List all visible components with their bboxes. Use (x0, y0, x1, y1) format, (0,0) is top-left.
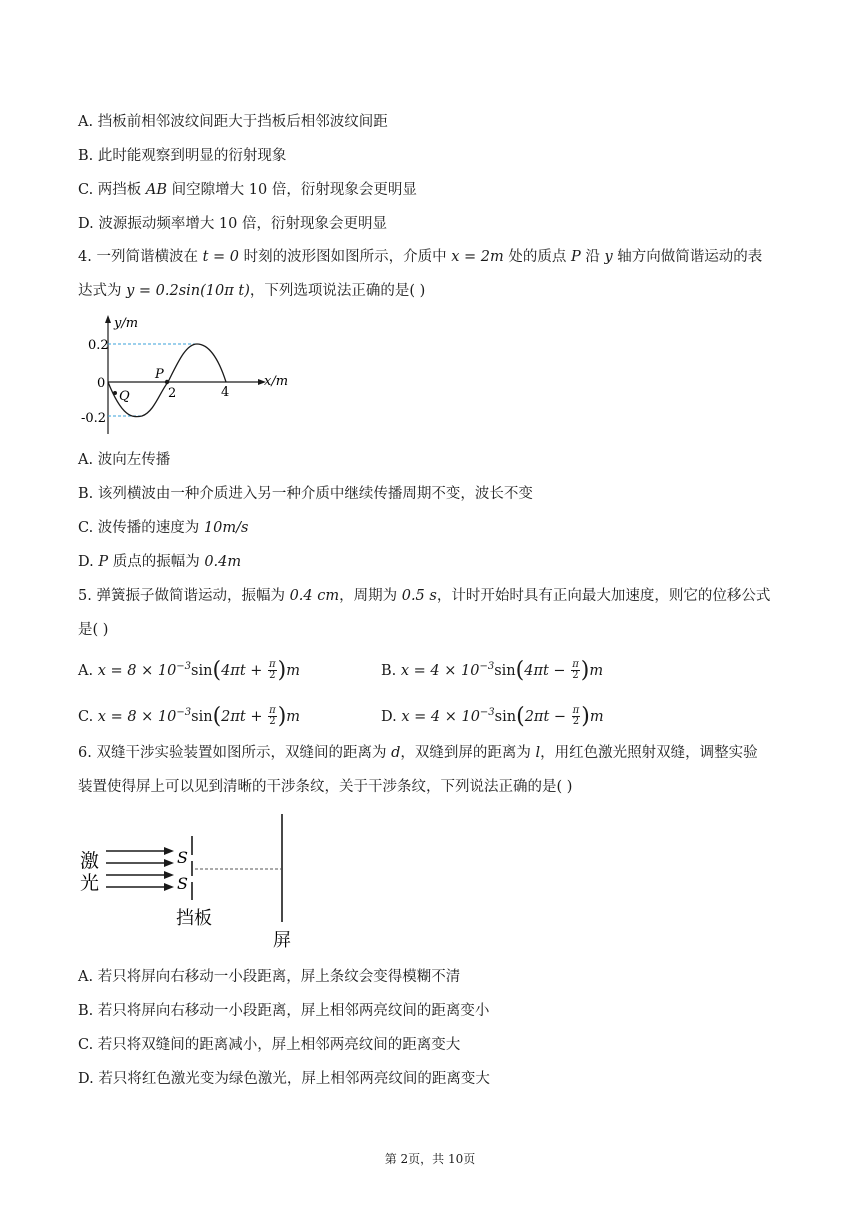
q6-option-d: D. 若只将红色激光变为绿色激光，屏上相邻两亮纹间的距离变大 (78, 1071, 490, 1087)
q3-option-a: A. 挡板前相邻波纹间距大于挡板后相邻波纹间距 (78, 114, 388, 130)
q6-stem-line2: 装置使得屏上可以见到清晰的干涉条纹，关于干涉条纹，下列说法正确的是( ) (78, 779, 573, 795)
screen-label: 屏 (273, 930, 291, 951)
q4-stem-line1: 4. 一列简谐横波在 t = 0 时刻的波形图如图所示，介质中 x = 2m 处的质点 P 沿 y 轴方向做简谐运动的表 (78, 249, 763, 265)
point-q (113, 391, 117, 395)
q4-stem-line2: 达式为 y = 0.2sin(10π t)，下列选项说法正确的是( ) (78, 283, 426, 299)
x-tick-4: 4 (221, 385, 230, 400)
q5-option-a: A. $x = 8 \times 10^{-3}\sin(4\pi t$ + $\frac{\pi}{2}$ )m (78, 657, 300, 683)
q3-option-d: D. 波源振动频率增大 10 倍，衍射现象会更明显 (78, 216, 387, 232)
y-axis-arrow-icon (105, 315, 111, 323)
q5-stem-line1: 5. 弹簧振子做简谐运动，振幅为 0.4 cm，周期为 0.5 s，计时开始时具有正向最大加速度，则它的位移公式 (78, 588, 771, 604)
q4-option-b: B. 该列横波由一种介质进入另一种介质中继续传播周期不变，波长不变 (78, 486, 533, 502)
q4-option-d: D. P 质点的振幅为 0.4m (78, 554, 242, 570)
q6-option-c: C. 若只将双缝间的距离减小，屏上相邻两亮纹间的距离变大 (78, 1037, 461, 1053)
slit-1-label: S (177, 848, 188, 867)
q6-option-a: A. 若只将屏向右移动一小段距离，屏上条纹会变得模糊不清 (78, 969, 461, 985)
y-axis-label: y/m (114, 316, 139, 331)
q4-wave-graph (78, 312, 298, 437)
q6-option-b: B. 若只将屏向右移动一小段距离，屏上相邻两亮纹间的距离变小 (78, 1003, 490, 1019)
point-q-label: Q (119, 389, 130, 404)
q5-option-b: B. $x = 4 \times 10^{-3}\sin(4\pi t$ − $\frac{\pi}{2}$ )m (381, 657, 604, 683)
q3-option-c: C. 两挡板 AB 间空隙增大 10 倍，衍射现象会更明显 (78, 182, 417, 198)
q3-option-b: B. 此时能观察到明显的衍射现象 (78, 148, 287, 164)
q5-option-d: D. $x = 4 \times 10^{-3}\sin(2\pi t$ − $\frac{\pi}{2}$ )m (381, 703, 604, 729)
point-p (165, 380, 169, 384)
laser-label-1: 激 (80, 850, 100, 872)
laser-arrows-icon (106, 851, 166, 887)
x-tick-2: 2 (168, 386, 177, 401)
q4-option-c: C. 波传播的速度为 10m/s (78, 520, 249, 536)
q5-option-c: C. $x = 8 \times 10^{-3}\sin(2\pi t$ + $\frac{\pi}{2}$ )m (78, 703, 301, 729)
q5-stem-line2: 是( ) (78, 622, 109, 638)
x-axis-label: x/m (264, 374, 289, 389)
q6-stem-line1: 6. 双缝干涉实验装置如图所示，双缝间的距离为 d，双缝到屏的距离为 l，用红色激光照射双缝，调整实验 (78, 745, 758, 761)
y-tick-0: 0 (97, 376, 106, 391)
slit-2-label: S (177, 874, 188, 893)
y-tick-0.2: 0.2 (88, 338, 109, 353)
point-p-label: P (155, 367, 164, 382)
q4-option-a: A. 波向左传播 (78, 452, 171, 468)
q6-double-slit-diagram (78, 812, 308, 952)
y-tick-neg-0.2: -0.2 (81, 411, 107, 426)
laser-label-2: 光 (80, 872, 100, 894)
baffle-label: 挡板 (176, 908, 212, 929)
page-footer: 第 2页，共 10页 (384, 1152, 476, 1166)
